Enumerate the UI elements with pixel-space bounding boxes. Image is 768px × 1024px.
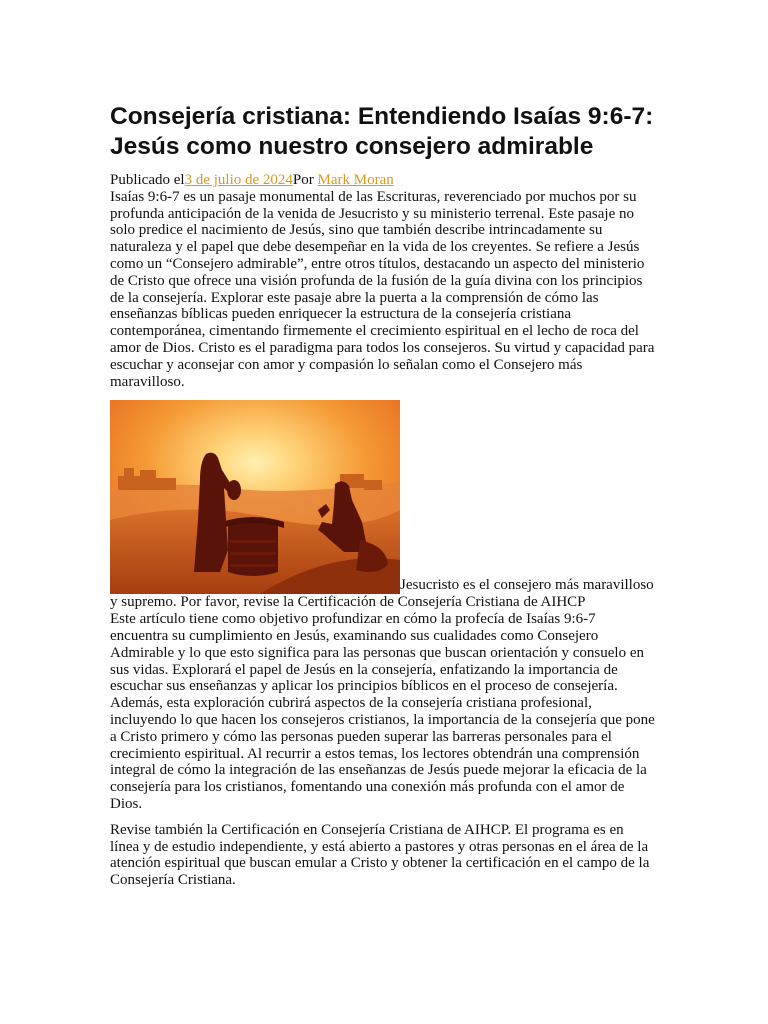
image-caption: Jesucristo es el consejero más maravilloso y supremo. Por favor, revise la Certificación de Consejería Cristiana de AIHCP: [110, 577, 654, 611]
published-prefix: Publicado el: [110, 172, 185, 188]
author-link[interactable]: Mark Moran: [317, 172, 394, 188]
by-prefix: Por: [292, 172, 318, 188]
post-meta: [110, 172, 655, 189]
article: [110, 102, 655, 889]
intro-paragraph: Isaías 9:6-7 es un pasaje monumental de las Escrituras, reverenciado por muchos por su profunda anticipación de la venida de Jesucristo y su ministerio terrenal. Este pasaje no solo predice el nacimiento de Jesús, sino que también describe intrincadamente su naturaleza y el papel que debe desempeñar en la vida de los creyentes. Se refiere a Jesús como un “Consejero admirable”, entre otros títulos, destacando un aspecto del ministerio de Cristo que ofrece una visión profunda de la fusión de la guía divina con los principios de la consejería. Explorar este pasaje abre la puerta a la comprensión de cómo las enseñanzas bíblicas pueden enriquecer la estructura de la consejería cristiana contemporánea, cimentando firmemente el crecimiento espiritual en el lecho de roca del amor de Dios. Cristo es el paradigma para todos los consejeros. Su virtud y capacidad para escuchar y aconsejar con amor y compasión lo señalan como el Consejero más maravilloso.: [110, 188, 655, 390]
figure-with-caption: [110, 400, 655, 611]
article-title: Consejería cristiana: Entendiendo Isaías 9:6-7: Jesús como nuestro consejero admirable: [110, 103, 654, 160]
certification-paragraph: Revise también la Certificación en Consejería Cristiana de AIHCP. El programa es en línea y de estudio independiente, y está abierto a pastores y otras personas en el área de la atención espiritual que buscan emular a Cristo y obtener la certificación en el campo de la Consejería Cristiana.: [110, 821, 650, 889]
jesus-at-well-image: [110, 400, 400, 594]
purpose-paragraph: Este artículo tiene como objetivo profundizar en cómo la profecía de Isaías 9:6-7 encuentra su cumplimiento en Jesús, examinando sus cualidades como Consejero Admirable y lo que esto significa para las personas que buscan orientación y consuelo en sus vidas. Explorará el papel de Jesús en la consejería, enfatizando la importancia de escuchar sus enseñanzas y aplicar los principios bíblicos en el proceso de consejería. Además, esta exploración cubrirá aspectos de la consejería cristiana profesional, incluyendo lo que hacen los consejeros cristianos, la importancia de la consejería que pone a Cristo primero y cómo las personas pueden superar las barreras personales para el crecimiento espiritual. Al recurrir a estos temas, los lectores obtendrán una comprensión integral de cómo la integración de las enseñanzas de Jesús puede mejorar la eficacia de la consejería para los cristianos, fomentando una conexión más profunda con el amor de Dios.: [110, 611, 655, 812]
date-link[interactable]: 3 de julio de 2024: [184, 172, 293, 188]
